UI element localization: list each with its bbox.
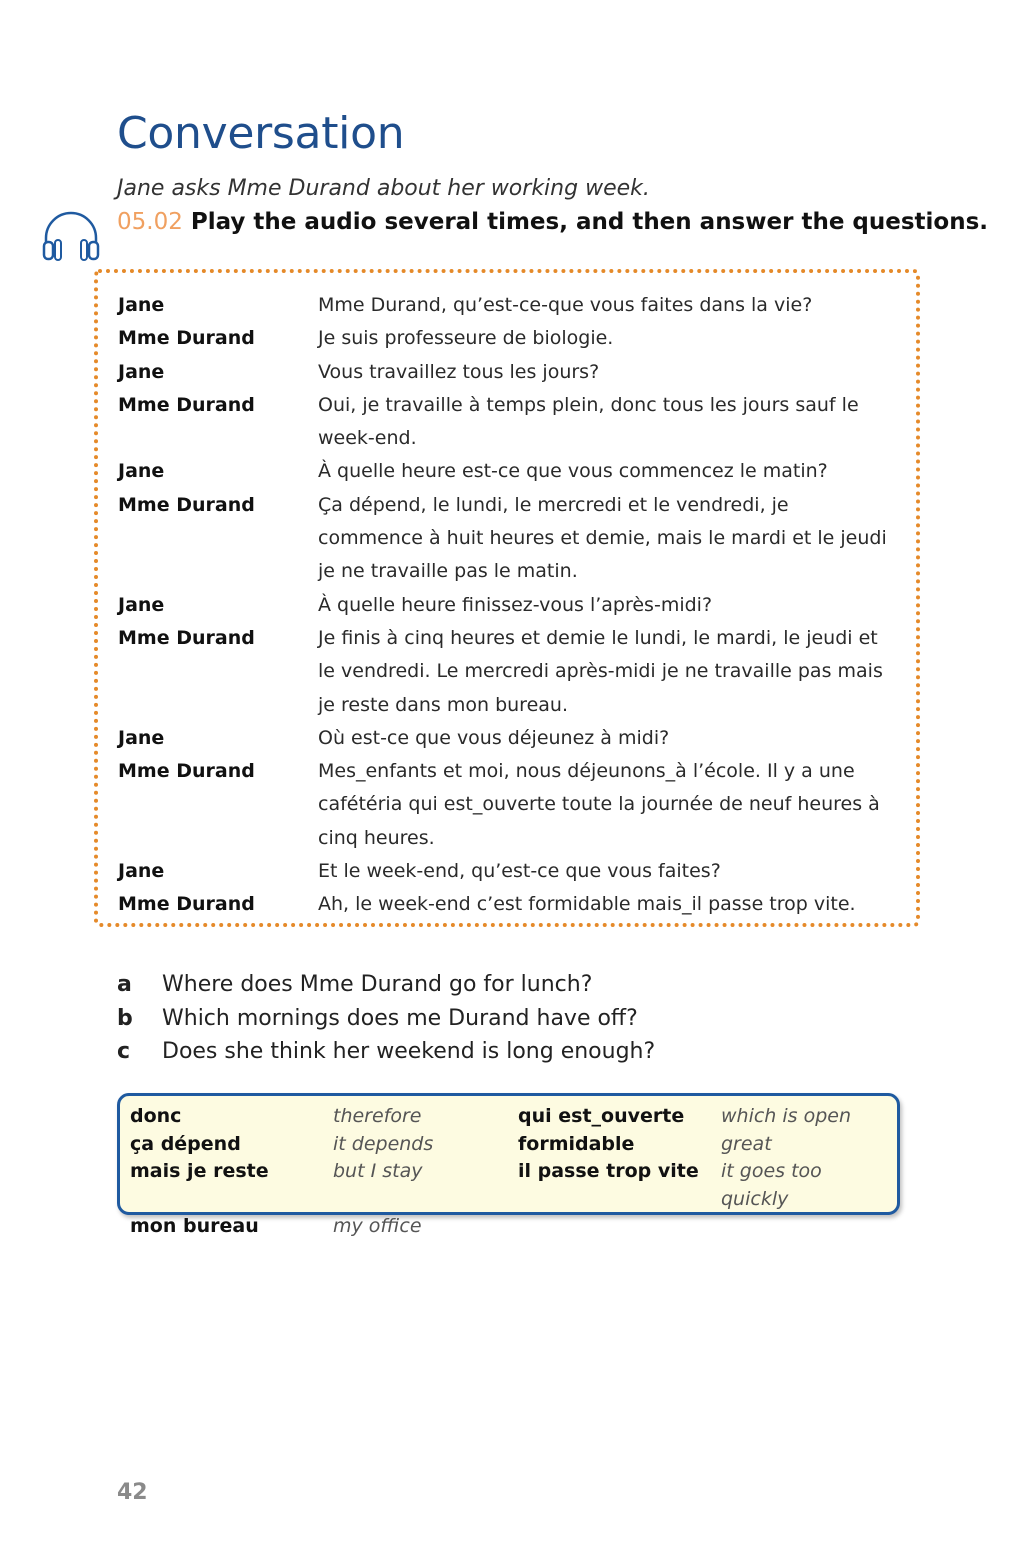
dialogue-line: [118, 389, 898, 456]
dialogue-text: Et le week-end, qu’est-ce que vous faites?: [318, 860, 721, 883]
dialogue-text: À quelle heure est-ce que vous commencez le matin?: [318, 460, 828, 483]
vocabulary-box: [117, 1093, 900, 1238]
vocab-english: but I stay: [333, 1160, 423, 1183]
speaker-name: Mme Durand: [118, 760, 255, 783]
vocab-french: formidable: [518, 1132, 635, 1155]
vocab-french: mon bureau: [130, 1215, 259, 1238]
vocab-french: donc: [130, 1105, 182, 1127]
question-letter: a: [117, 972, 132, 997]
question-text: Where does Mme Durand go for lunch?: [162, 972, 593, 997]
vocab-english: therefore: [333, 1105, 422, 1127]
speaker-name: Jane: [118, 860, 165, 883]
speaker-name: Mme Durand: [118, 393, 255, 416]
dialogue-line: [118, 622, 898, 722]
question-text: Does she think her weekend is long enough?: [162, 1039, 656, 1064]
dialogue-line: [118, 322, 898, 355]
question-item: [117, 1035, 877, 1069]
dialogue-line: [118, 289, 898, 322]
page-number: 42: [117, 1480, 148, 1505]
questions-list: [117, 968, 877, 1069]
vocab-french: qui est_ouverte: [518, 1105, 685, 1127]
speaker-name: Mme Durand: [118, 626, 255, 649]
dialogue-text: À quelle heure finissez-vous l’après-midi?: [318, 593, 713, 616]
vocab-english: which is open: [721, 1105, 852, 1127]
vocab-french: mais je reste: [130, 1160, 269, 1183]
audio-track-number[interactable]: 05.02: [117, 209, 183, 235]
dialogue-text: Vous travaillez tous les jours?: [318, 360, 600, 383]
question-item: [117, 968, 877, 1002]
page-title: Conversation: [117, 108, 405, 159]
dialogue-box: [94, 269, 920, 927]
question-letter: c: [117, 1039, 131, 1064]
dialogue-text: Mme Durand, qu’est-ce-que vous faites dans la vie?: [318, 294, 813, 316]
dialogue-line: [118, 455, 898, 488]
dialogue-line: [118, 855, 898, 888]
question-letter: b: [117, 1005, 133, 1031]
vocab-french: il passe trop vite: [518, 1160, 699, 1183]
vocab-english: it depends: [333, 1132, 434, 1155]
dialogue-line: [118, 755, 898, 855]
dialogue-text: Ah, le week-end c’est formidable mais_il passe trop vite.: [318, 893, 856, 916]
question-text: Which mornings does me Durand have off?: [162, 1005, 638, 1031]
speaker-name: Jane: [118, 726, 165, 749]
dialogue-line: [118, 722, 898, 755]
dialogue-line: [118, 489, 898, 589]
intro-text: Jane asks Mme Durand about her working week.: [117, 176, 650, 201]
audio-instruction: [117, 209, 988, 235]
vocab-english: my office: [333, 1215, 422, 1238]
dialogue-text: Où est-ce que vous déjeunez à midi?: [318, 726, 670, 749]
dialogue-text: Oui, je travaille à temps plein, donc tous les jours sauf le week-end.: [318, 393, 859, 450]
question-item: [117, 1002, 877, 1036]
speaker-name: Mme Durand: [118, 893, 255, 916]
dialogue-text: Ça dépend, le lundi, le mercredi et le vendredi, je commence à huit heures et demie, mais le mardi et le jeudi je ne travaille pas le matin.: [318, 493, 887, 583]
dialogue-line: [118, 356, 898, 389]
vocab-english: great: [721, 1132, 772, 1155]
speaker-name: Jane: [118, 294, 165, 316]
dialogue-text: Mes_enfants et moi, nous déjeunons_à l’école. Il y a une cafétéria qui est_ouverte toute la journée de neuf heures à cinq heures.: [318, 760, 880, 849]
instruction-text: Play the audio several times, and then answer the questions.: [190, 209, 989, 235]
speaker-name: Mme Durand: [118, 493, 255, 516]
vocabulary-grid: [130, 1103, 890, 1241]
dialogue-line: [118, 589, 898, 622]
vocab-french: ça dépend: [130, 1132, 241, 1155]
dialogue-line: [118, 888, 898, 921]
speaker-name: Jane: [118, 360, 165, 383]
headphones-icon[interactable]: [40, 210, 102, 262]
speaker-name: Jane: [118, 460, 165, 483]
dialogue-text: Je finis à cinq heures et demie le lundi, le mardi, le jeudi et le vendredi. Le mercredi après-midi je ne travaille pas mais je reste dans mon bureau.: [318, 626, 883, 716]
dialogue-text: Je suis professeure de biologie.: [318, 327, 614, 350]
dialogue-rows: [118, 289, 898, 922]
speaker-name: Mme Durand: [118, 327, 255, 350]
vocab-english: it goes too quickly: [721, 1160, 822, 1210]
speaker-name: Jane: [118, 593, 165, 616]
